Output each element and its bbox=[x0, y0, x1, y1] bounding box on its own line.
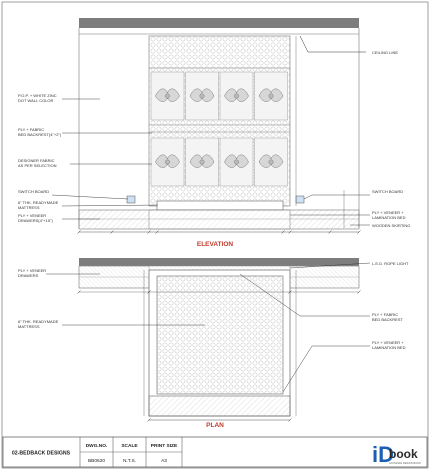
logo-id-mark: iD bbox=[372, 442, 394, 467]
label-pop-white-zinc: P.O.P. + WHITE ZINC bbox=[18, 93, 57, 98]
switch-board-right bbox=[296, 196, 304, 203]
fabric-motif-tile bbox=[186, 72, 219, 120]
elevation-left-leaders bbox=[52, 99, 158, 219]
label-bed-backrest: BED BACKREST(4"+2") bbox=[18, 132, 62, 137]
value-print-size: A3 bbox=[161, 459, 167, 464]
plan-drawing bbox=[78, 258, 361, 422]
plan-right-labels bbox=[372, 261, 409, 350]
label-ceiling-line: CEILING LINE bbox=[372, 50, 399, 55]
drawing-title: 02-BEDBACK DESIGNS bbox=[11, 450, 71, 457]
plan-mattress bbox=[157, 276, 283, 394]
plan-label-bed-backrest: BED BACKREST bbox=[372, 317, 403, 322]
ceiling-slab bbox=[79, 18, 359, 28]
plan-label-readymade-mattress: 6" THK. READYMADE bbox=[18, 319, 59, 324]
header-scale: SCALE bbox=[121, 444, 138, 449]
plan-label-led-rope-light: L.E.D. ROPE LIGHT bbox=[372, 261, 409, 266]
fabric-motif-tile bbox=[151, 138, 184, 186]
label-switch-board-left: SWITCH BOARD bbox=[18, 189, 50, 194]
fabric-motif-tile bbox=[220, 72, 253, 120]
mattress-elevation bbox=[157, 201, 283, 210]
elevation-title: ELEVATION bbox=[196, 241, 234, 248]
value-dwg-no: BB0620 bbox=[87, 459, 106, 464]
elevation-left-labels bbox=[18, 93, 62, 223]
label-mattress: MATTRESS bbox=[18, 205, 40, 210]
label-as-per-selection: AS PER SELECTION bbox=[18, 163, 57, 168]
logo-tagline: AN INDIAN DESIGN BOOK bbox=[389, 462, 421, 465]
plan-label-lamination-bed: LAMINATION BED bbox=[372, 345, 406, 350]
fabric-motif-tile bbox=[255, 72, 288, 120]
label-ply-veneer: PLY + VENEER bbox=[18, 213, 47, 218]
label-drawers: DRAWERS(4"+15") bbox=[18, 218, 53, 223]
plan-title: PLAN bbox=[206, 422, 224, 429]
plan-label-ply-veneer-lamination: PLY + VENEER + bbox=[372, 340, 404, 345]
header-dwg-no: DWG.NO. bbox=[85, 444, 108, 449]
fabric-motif-tile bbox=[186, 138, 219, 186]
label-ply-veneer-lamination: PLY + VENEER + bbox=[372, 210, 404, 215]
label-wooden-skirting: WOODEN SKIRTING bbox=[372, 223, 411, 228]
plan-label-drawers: DRAWERS bbox=[18, 273, 39, 278]
label-lamination-bed: LAMINATION BED bbox=[372, 215, 406, 220]
title-block bbox=[3, 437, 427, 467]
value-scale: N.T.S. bbox=[122, 459, 137, 464]
fabric-motif-tile bbox=[151, 72, 184, 120]
elevation-right-labels bbox=[372, 50, 410, 228]
fabric-motif-tile bbox=[255, 138, 288, 186]
label-dot-wall-color: DOT WALL COLOR bbox=[18, 98, 54, 103]
label-designer-fabric: DESIGNER FABRIC bbox=[18, 158, 55, 163]
plan-left-labels bbox=[18, 268, 59, 329]
switch-board-left bbox=[127, 196, 135, 203]
fabric-motif-tile bbox=[220, 138, 253, 186]
label-ply-fabric: PLY + FABRIC bbox=[18, 127, 45, 132]
header-print-size: PRINT SIZE bbox=[150, 444, 178, 449]
label-switch-board-right: SWITCH BOARD bbox=[372, 189, 404, 194]
logo-book-word: book bbox=[389, 447, 418, 461]
plan-label-mattress: MATTRESS bbox=[18, 324, 40, 329]
plan-drawers bbox=[149, 396, 290, 416]
elevation-drawing bbox=[78, 18, 367, 234]
plan-label-ply-fabric: PLY + FABRIC bbox=[372, 312, 399, 317]
plan-label-ply-veneer: PLY + VENEER bbox=[18, 268, 47, 273]
plan-wall-slab bbox=[79, 258, 359, 266]
label-readymade-mattress: 6" THK. READYMADE bbox=[18, 200, 59, 205]
